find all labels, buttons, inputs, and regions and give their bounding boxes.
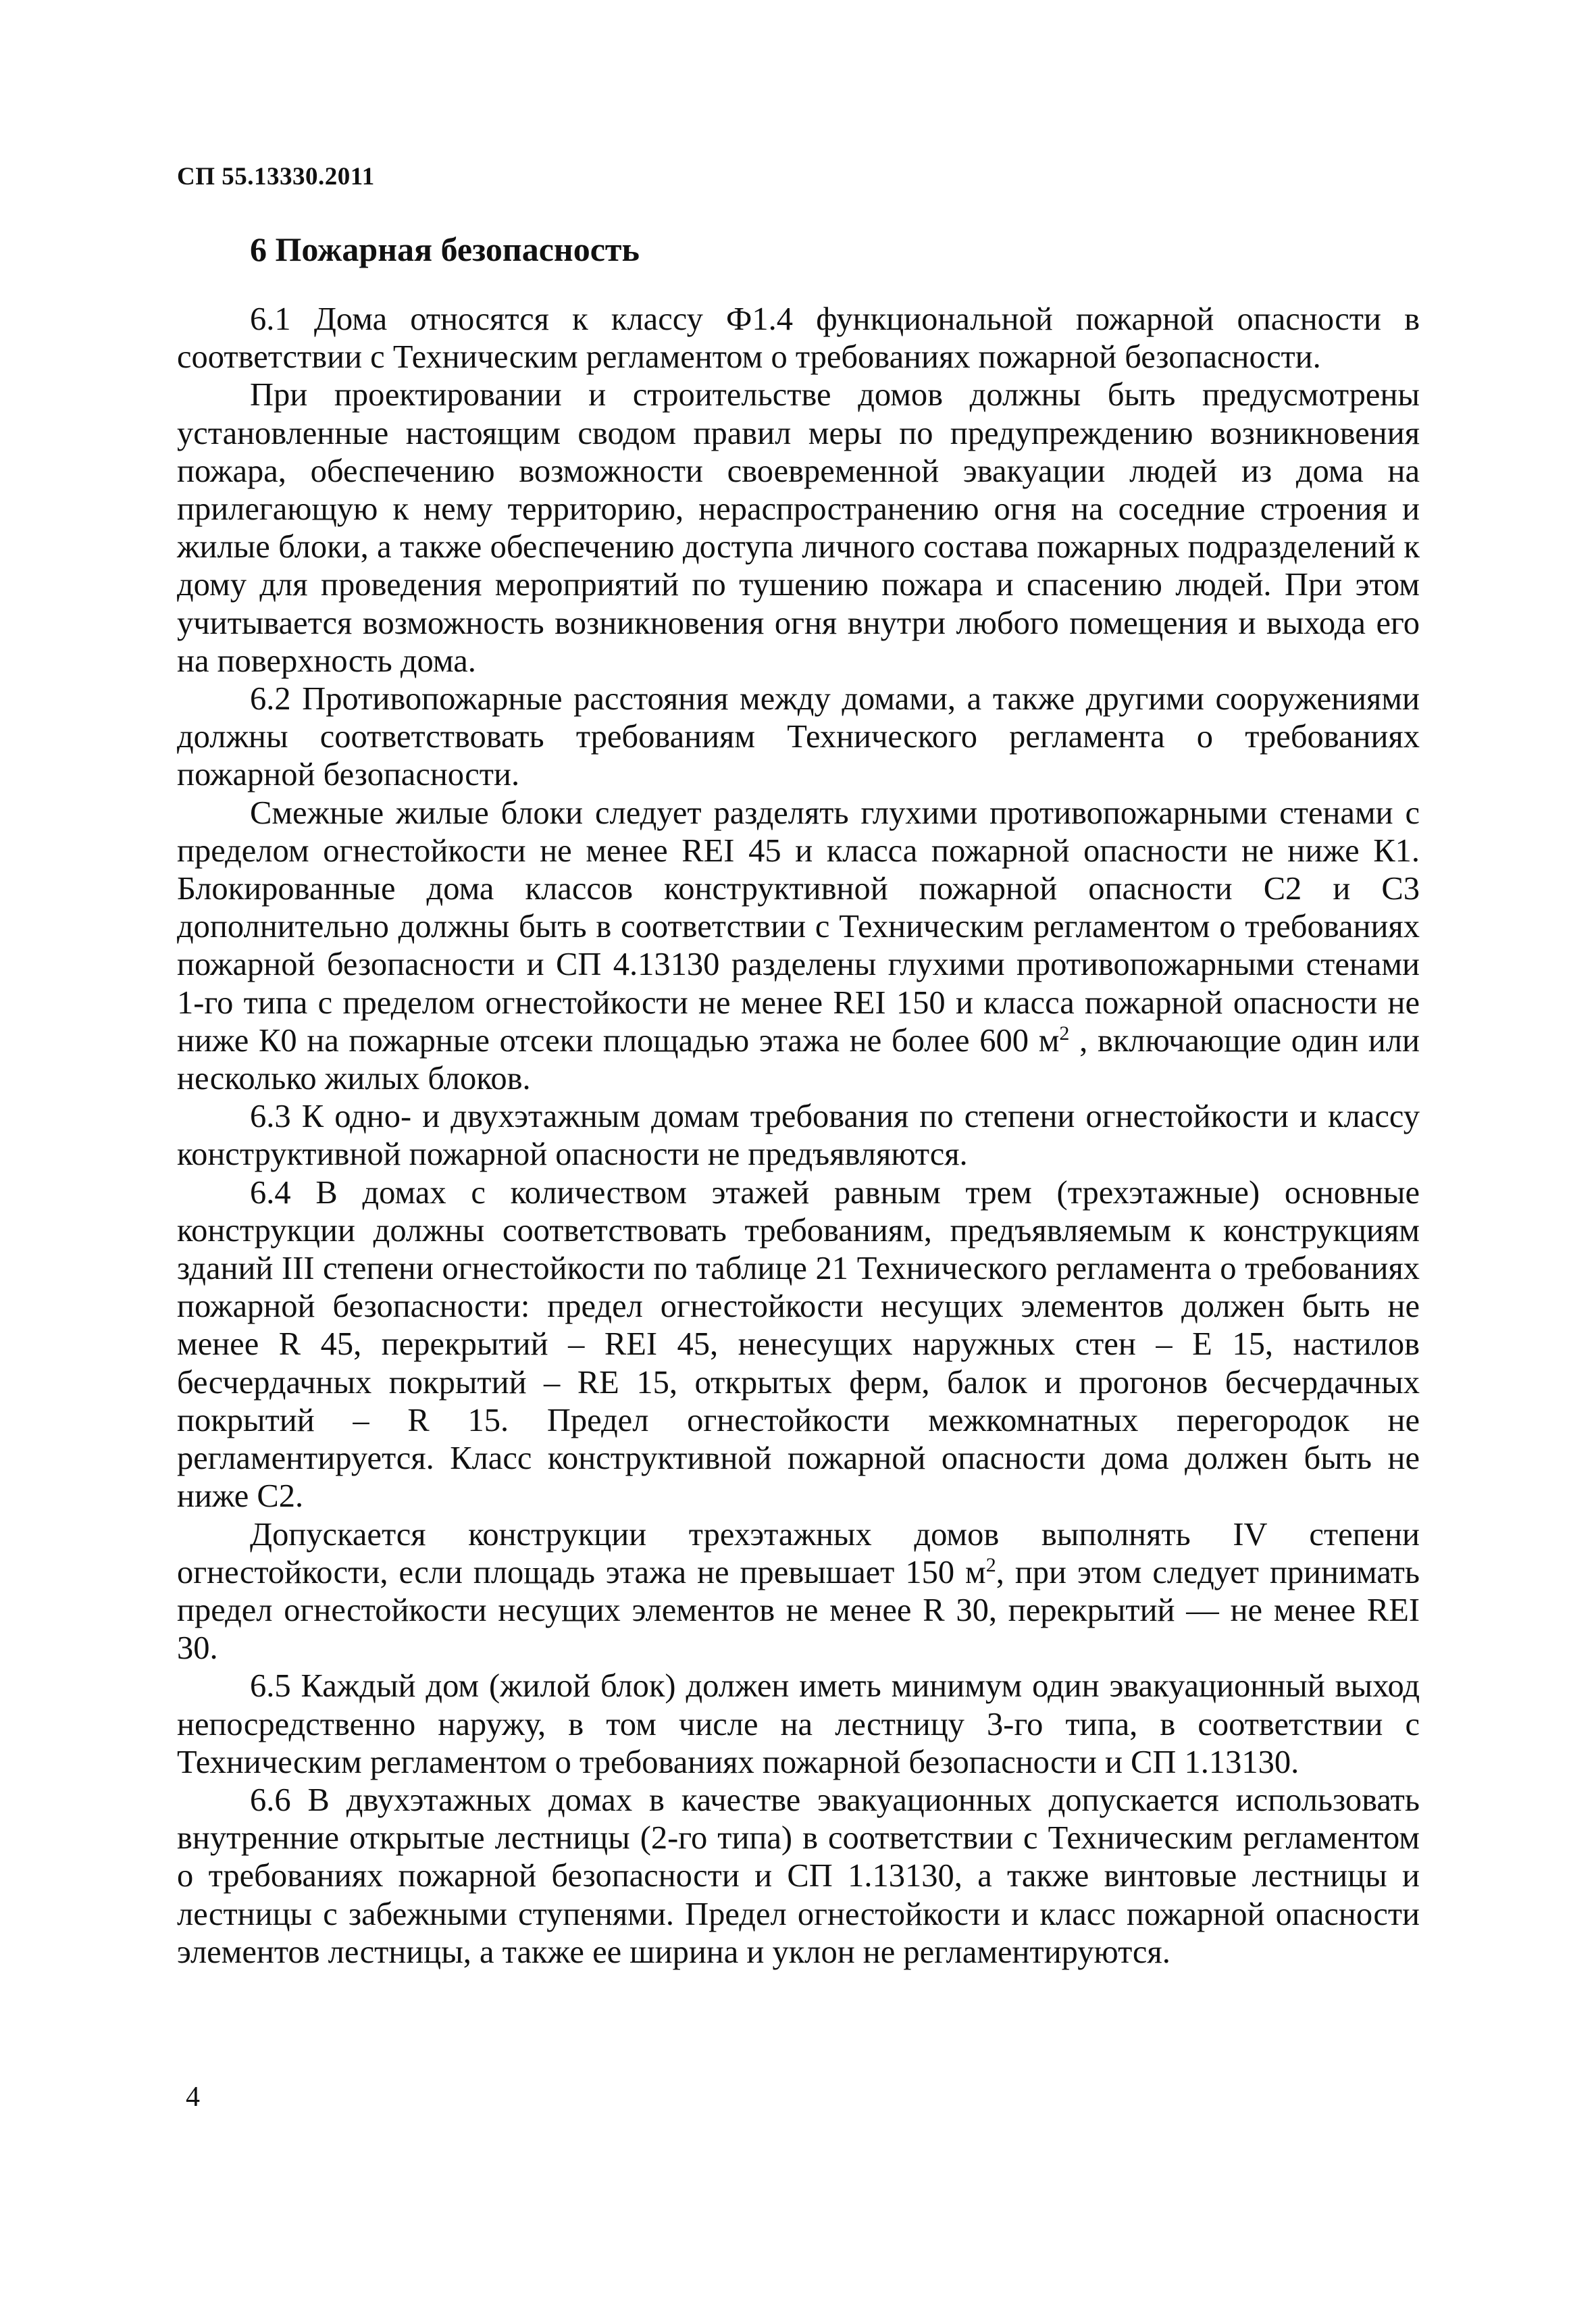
superscript-square: 2 [1059, 1022, 1070, 1045]
paragraph-adjacent-blocks: Смежные жилые блоки следует разделять глухими противопожарными стенами с пределом огнестойкости не менее REI 45 и класса пожарной опасности не ниже К1. Блокированные дома классов конструктивной пожарной опасности С2 и С3 дополнительно должны быть в соответствии с Техническим регламентом о требованиях пожарной безопасности и СП 4.13130 разделены глухими противопожарными стенами 1-го типа с пределом огнестойкости не менее REI 150 и класса пожарной опасности не ниже К0 на пожарные отсеки площадью этажа не более 600 $м^2$ , включающие один или несколько жилых блоков. [177, 795, 1420, 1097]
paragraph-allowed-construction: Допускается конструкции трехэтажных домов выполнять IV степени огнестойкости, если площадь этажа не превышает 150 $м^2$, при этом следует принимать предел огнестойкости несущих элементов не менее R 30, перекрытий — не менее REI 30. [177, 1516, 1420, 1667]
paragraph-6-6: 6.6 В двухэтажных домах в качестве эвакуационных допускается использовать внутренние открытые лестницы (2-го типа) в соответствии с Техническим регламентом о требованиях пожарной безопасности и СП 1.13130, а также винтовые лестницы и лестницы с забежными ступенями. Предел огнестойкости и класс пожарной опасности элементов лестницы, а также ее ширина и уклон не регламентируются. [177, 1782, 1420, 1970]
section-body [177, 301, 1420, 1971]
paragraph-6-4: 6.4 В домах с количеством этажей равным трем (трехэтажные) основные конструкции должны соответствовать требованиям, предъявляемым к конструкциям зданий III степени огнестойкости по таблице 21 Технического регламента о требованиях пожарной безопасности: предел огнестойкости несущих элементов должен быть не менее R 45, перекрытий – REI 45, ненесущих наружных стен – Е 15, настилов бесчердачных покрытий – RE 15, открытых ферм, балок и прогонов бесчердачных покрытий – R 15. Предел огнестойкости межкомнатных перегородок не регламентируется. Класс конструктивной пожарной опасности дома должен быть не ниже С2. [177, 1174, 1420, 1515]
superscript-square: 2 [985, 1553, 996, 1576]
page-number: 4 [186, 2082, 200, 2113]
section-title: 6 Пожарная безопасность [250, 230, 640, 268]
paragraph-design-requirements: При проектировании и строительстве домов должны быть предусмотрены установленные настоящим сводом правил меры по предупреждению возникновения пожара, обеспечению возможности своевременной эвакуации людей из дома на прилегающую к нему территорию, нераспространению огня на соседние строения и жилые блоки, а также обеспечению доступа личного состава пожарных подразделений к дому для проведения мероприятий по тушению пожара и спасению людей. При этом учитывается возможность возникновения огня внутри любого помещения и выхода его на поверхность дома. [177, 377, 1420, 679]
paragraph-6-1: 6.1 Дома относятся к классу Ф1.4 функциональной пожарной опасности в соответствии с Техническим регламентом о требованиях пожарной безопасности. [177, 301, 1420, 376]
paragraph-6-3: 6.3 К одно- и двухэтажным домам требования по степени огнестойкости и классу конструктивной пожарной опасности не предъявляются. [177, 1099, 1420, 1173]
document-code: СП 55.13330.2011 [177, 163, 375, 191]
paragraph-6-2: 6.2 Противопожарные расстояния между домами, а также другими сооружениями должны соответствовать требованиям Технического регламента о требованиях пожарной безопасности. [177, 681, 1420, 793]
paragraph-6-5: 6.5 Каждый дом (жилой блок) должен иметь минимум один эвакуационный выход непосредственно наружу, в том числе на лестницу 3-го типа, в соответствии с Техническим регламентом о требованиях пожарной безопасности и СП 1.13130. [177, 1668, 1420, 1780]
